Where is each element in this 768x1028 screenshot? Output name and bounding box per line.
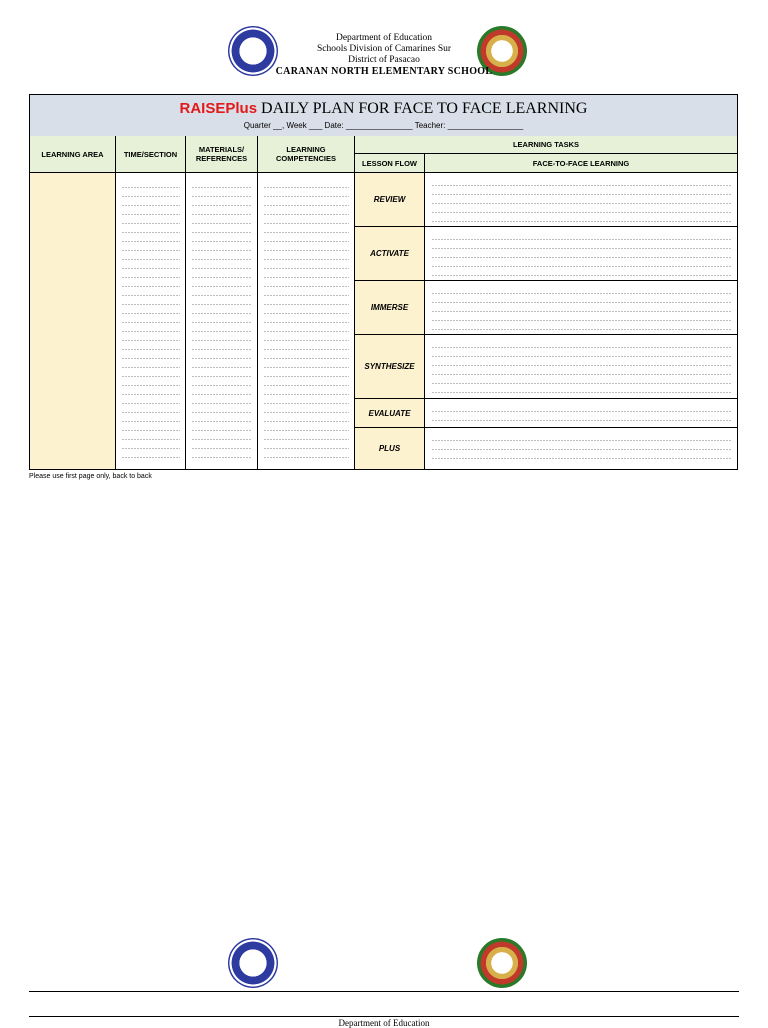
plan-title bbox=[30, 100, 737, 118]
fill-lines bbox=[431, 231, 731, 276]
flow-row-activate[interactable] bbox=[355, 227, 737, 281]
footer-rule bbox=[29, 991, 739, 992]
header-f2f: FACE-TO-FACE LEARNING bbox=[425, 154, 737, 173]
school-seal-icon bbox=[477, 938, 527, 988]
fill-lines bbox=[431, 285, 731, 330]
header-learning-tasks: LEARNING TASKS bbox=[355, 136, 737, 154]
materials-cell[interactable] bbox=[186, 173, 258, 469]
header-time-section: TIME/SECTION bbox=[116, 136, 186, 173]
header-district: District of Pasacao bbox=[348, 55, 420, 65]
header-materials: MATERIALS/ REFERENCES bbox=[186, 136, 258, 173]
title-band bbox=[30, 95, 737, 137]
daily-plan-table bbox=[29, 94, 738, 470]
header-school: CARANAN NORTH ELEMENTARY SCHOOL bbox=[275, 66, 493, 77]
fill-lines bbox=[431, 403, 731, 423]
footer-rule bbox=[29, 1016, 739, 1017]
time-section-cell[interactable] bbox=[116, 173, 186, 469]
flow-row-review[interactable] bbox=[355, 173, 737, 227]
fill-lines bbox=[263, 179, 349, 465]
flow-row-synthesize[interactable] bbox=[355, 335, 737, 399]
header-lines bbox=[0, 33, 768, 77]
flow-row-plus[interactable] bbox=[355, 428, 737, 469]
fill-lines bbox=[431, 432, 731, 465]
flow-label: EVALUATE bbox=[355, 399, 425, 427]
plan-title-text: DAILY PLAN FOR FACE TO FACE LEARNING bbox=[261, 100, 588, 117]
header-department: Department of Education bbox=[335, 33, 433, 43]
flow-label: IMMERSE bbox=[355, 281, 425, 334]
header-division: Schools Division of Camarines Sur bbox=[316, 44, 452, 54]
flow-row-immerse[interactable] bbox=[355, 281, 737, 335]
flow-label: REVIEW bbox=[355, 173, 425, 226]
competencies-cell[interactable] bbox=[258, 173, 355, 469]
fill-lines bbox=[431, 339, 731, 394]
fill-lines bbox=[121, 179, 180, 465]
deped-seal-icon bbox=[228, 938, 278, 988]
flow-label: SYNTHESIZE bbox=[355, 335, 425, 398]
fill-lines bbox=[431, 177, 731, 222]
plan-subline: Quarter __, Week ___ Date: _______________ Teacher: _________________ bbox=[243, 121, 524, 130]
flow-row-evaluate[interactable] bbox=[355, 399, 737, 428]
fill-lines bbox=[191, 179, 252, 465]
usage-note: Please use first page only, back to back bbox=[29, 473, 152, 480]
flow-label: ACTIVATE bbox=[355, 227, 425, 280]
plan-brand: RAISEPlus bbox=[179, 100, 258, 117]
header-competencies: LEARNING COMPETENCIES bbox=[258, 136, 355, 173]
header-lesson-flow: LESSON FLOW bbox=[355, 154, 425, 173]
footer-department: Department of Education bbox=[338, 1018, 430, 1028]
learning-area-cell[interactable] bbox=[30, 173, 116, 469]
flow-label: PLUS bbox=[355, 428, 425, 469]
header-learning-area: LEARNING AREA bbox=[30, 136, 116, 173]
